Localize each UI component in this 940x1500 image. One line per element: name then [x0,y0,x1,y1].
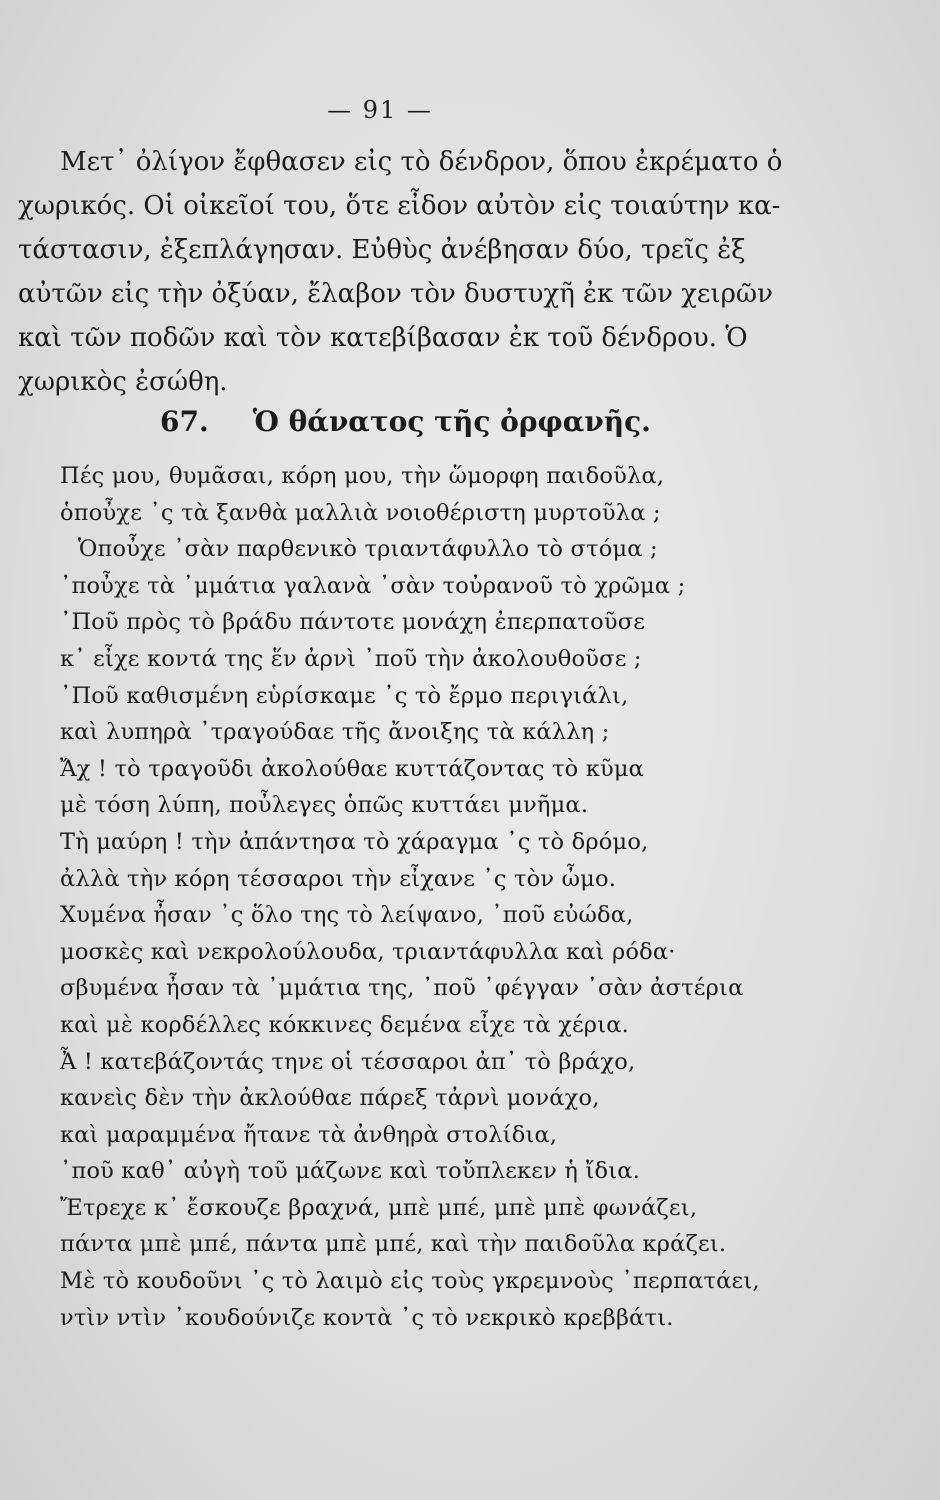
poem-line: Ἔτρεχε κ᾽ ἔσκουζε βραχνά, μπὲ μπέ, μπὲ μπὲ φωνάζει, [60,1194,698,1221]
poem-line: Ὁποὖχε ᾽σὰν παρθενικὸ τριαντάφυλλο τὸ στόμα ; [78,536,658,563]
section-title: Ὁ θάνατος τῆς ὀρφανῆς. [252,405,651,438]
section-heading [160,405,651,438]
prose-line: τάστασιν, ἐξεπλάγησαν. Εὐθὺς ἀνέβησαν δύο, τρεῖς ἐξ [18,235,746,265]
poem [60,458,820,1336]
poem-line: καὶ μὲ κορδέλλες κόκκινες δεμένα εἶχε τὰ χέρια. [60,1011,629,1038]
poem-line: ᾽ποῦ καθ᾽ αὐγὴ τοῦ μάζωνε καὶ τοὔπλεκεν ἡ ἴδια. [60,1158,640,1185]
poem-line: μοσκὲς καὶ νεκρολούλουδα, τριαντάφυλλα καὶ ρόδα· [60,938,676,965]
prose-line: αὐτῶν εἰς τὴν ὀξύαν, ἔλαβον τὸν δυστυχῆ ἐκ τῶν χειρῶν [18,279,773,309]
poem-line: ᾽ποὖχε τὰ ᾽μμάτια γαλανὰ ᾽σὰν τοὐρανοῦ τὸ χρῶμα ; [60,572,686,599]
poem-line: σβυμένα ἦσαν τὰ ᾽μμάτια της, ᾽ποῦ ᾽φέγγαν ᾽σὰν ἀστέρια [60,975,744,1002]
section-number: 67. [160,405,209,438]
prose-line: καὶ τῶν ποδῶν καὶ τὸν κατεβίβασαν ἐκ τοῦ δένδρου. Ὁ [18,323,748,353]
poem-line: Ἄχ ! τὸ τραγοῦδι ἀκολούθαε κυττάζοντας τὸ κῦμα [60,755,645,782]
prose-line: Μετ᾽ ὀλίγον ἔφθασεν εἰς τὸ δένδρον, ὅπου ἐκρέματο ὁ [60,147,783,177]
poem-line: Πές μου, θυμᾶσαι, κόρη μου, τὴν ὥμορφη παιδοῦλα, [60,463,665,489]
poem-line: κ᾽ εἶχε κοντά της ἕν ἀρνὶ ᾽ποῦ τὴν ἀκολουθοῦσε ; [60,645,642,672]
poem-line: ᾽Ποῦ καθισμένη εὑρίσκαμε ᾽ς τὸ ἔρμο περιγιάλι, [60,682,629,709]
poem-line: ἀλλὰ τὴν κόρη τέσσαροι τὴν εἶχανε ᾽ς τὸν ὦμο. [60,865,617,892]
poem-line: ντὶν ντὶν ᾽κουδούνιζε κοντὰ ᾽ς τὸ νεκρικὸ κρεββάτι. [60,1304,674,1331]
poem-line: Μὲ τὸ κουδοῦνι ᾽ς τὸ λαιμὸ εἰς τοὺς γκρεμνοὺς ᾽περπατάει, [60,1268,760,1295]
poem-line: πάντα μπὲ μπέ, πάντα μπὲ μπέ, καὶ τὴν παιδοῦλα κράζει. [60,1231,727,1258]
prose-line: χωρικός. Οἱ οἰκεῖοί του, ὅτε εἶδον αὐτὸν εἰς τοιαύτην κα- [18,191,781,221]
poem-line: κανεὶς δὲν τὴν ἀκλούθαε πάρεξ τἀρνὶ μονάχο, [60,1085,600,1112]
prose-paragraph [18,140,798,404]
page-number: — 91 — [327,96,433,124]
poem-line: Χυμένα ἦσαν ᾽ς ὅλο της τὸ λείψανο, ᾽ποῦ εὐώδα, [60,902,634,929]
prose-line: χωρικὸς ἐσώθη. [18,367,228,397]
poem-line: καὶ λυπηρὰ ᾽τραγούδαε τῆς ἄνοιξης τὰ κάλλη ; [60,719,610,746]
poem-line: καὶ μαραμμένα ἤτανε τὰ ἀνθηρὰ στολίδια, [60,1121,558,1148]
poem-line: Τὴ μαύρη ! τὴν ἀπάντησα τὸ χάραγμα ᾽ς τὸ δρόμο, [60,828,649,855]
poem-line: μὲ τόση λύπη, ποὖλεγες ὁπῶς κυττάει μνῆμα. [60,792,589,819]
poem-line: ὁποὖχε ᾽ς τὰ ξανθὰ μαλλιὰ νοιοθέριστη μυρτοῦλα ; [60,499,661,526]
poem-line: Ἆ ! κατεβάζοντάς τηνε οἱ τέσσαροι ἀπ᾽ τὸ βράχο, [60,1048,636,1075]
poem-line: ᾽Ποῦ πρὸς τὸ βράδυ πάντοτε μονάχη ἐπερπατοῦσε [60,609,646,636]
